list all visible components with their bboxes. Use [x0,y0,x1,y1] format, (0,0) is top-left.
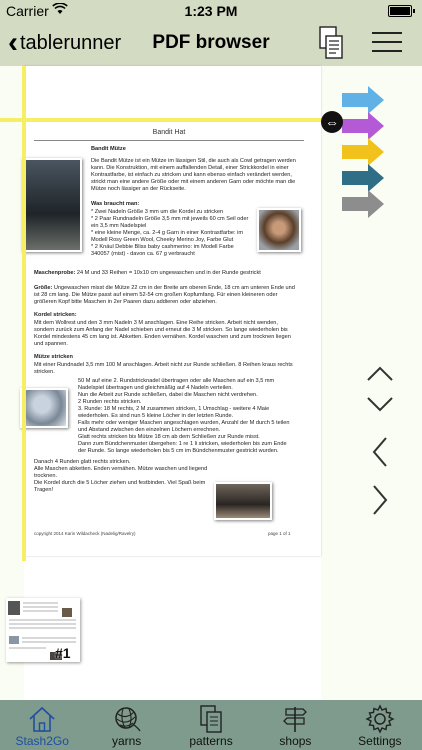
tab-stash2go[interactable] [0,700,84,750]
chevron-left-icon: ‹ [8,26,18,59]
pdf-footer-copyright: copyright 2014 Karin Wildacheck (Nadelig/Ravelry) [34,531,136,536]
pdf-hat-title: Mütze stricken [34,354,73,360]
tab-label: Settings [358,734,402,748]
back-label: tablerunner [20,31,122,54]
pdf-steps: 50 M auf eine 2. Rundstricknadel übertragen oder alle Maschen auf ein 3,5 mm Nadelspiel übertragen und gleichmäßig auf 4 Nadeln verteilen. Nun die Arbeit zur Runde schließen, dabei die Maschen nicht verdrehen. 2 Runden rechts stricken. 3. Runde: 18 M rechts, 2 M zusammen stricken, 1 Umschlag - weitere 4 Maie wiederholen. Es sind nun 5 kleine Löcher in der letzten Runde. Falls mehr oder weniger Maschen angeschlagen wurden, Anzahl der M durch 5 teilen und Abstand zwischen den einzelnen Löchern errechnen. Glatt rechts stricken bis Mütze 18 cm ab dem Schließen zur Runde misst. Dann zum Bündchenmuster übergehen: 1 re 1 li stricken, wiederholen bis zum Ende der Runde. So lange wiederholen bis 5 cm im Bündchenmuster gestrickt wurden. [78,378,290,454]
tab-shops[interactable] [253,700,337,750]
pdf-header: Bandit Hat [152,129,186,136]
photo-hat-model-3 [214,482,272,520]
yarn-ball-icon [112,704,142,734]
documents-icon [318,26,344,60]
patterns-icon [196,704,226,734]
thumbnail-page-number: #1 [55,645,71,661]
drag-handle-icon[interactable]: ⇔ [321,111,343,133]
tab-label: shops [279,734,312,748]
pdf-cord: Mit dem Wollrest und den 3 mm Nadeln 3 M anschlagen. Eine Reihe stricken. Arbeit nicht wenden, sondern zurück zum Anfang der Nadel schieben und erneut die 3 M stricken. So lange wiederholen bis Kordel mindestens 45 cm lang ist. Abketten. Enden vernähen. Kordel waschen und zum trocknen liegen und spannen. [34,320,291,347]
pdf-intro: Die Bandit Mütze ist ein Mütze im lässigen Stil, die auch als Cowl getragen werden kann. Die Konstruktion, mit einem auffallenden Detail, einer Strickkordel in einer Kontrastfarbe, ist einfach zu stricken und kann ebenso einfach verändert werden, strickt man eine andere Größe oder mit einem anderen Garn oder möchte man die Mütze noch lässiger an der Rückseite. [91,158,296,192]
navigation-bar [0,22,422,66]
horizontal-guide-line[interactable] [0,118,322,122]
chevron-down-icon[interactable] [360,384,400,424]
documents-button[interactable] [318,26,344,60]
teal-arrow-icon[interactable] [342,164,384,192]
pdf-materials: * Zwei Nadeln Größe 3 mm um die Kordel zu stricken * 2 Paar Rundnadeln Größe 3,5 mm mit jeweils 60 cm Seil oder ein 3,5 mm Nadelspiel * eine kleine Menge, ca. 2-4 g Garn in einer Kontrastfarbe: im Modell Rosy Green Wool, Cheeky Merino Joy, Farbe Glut * 2 Knäul Debbie Bliss baby cashmerino: im Modell Farbe 340057 (mist) - davon ca. 67 g verbraucht [91,209,249,257]
chevron-left-icon[interactable] [360,432,400,472]
gear-icon [365,704,395,734]
chevron-right-icon[interactable] [360,480,400,520]
tab-bar [0,700,422,750]
tab-label: patterns [189,734,233,748]
pdf-size: Größe: Ungewaschen misst die Mütze 22 cm in der Breite am oberen Ende, 18 cm am unteren Ende und ist 28 cm lang. Die Mütze passt auf einem 52-54 cm großen Kopfumfang. Für einen kleineren oder größeren Kopf bitte Maschen in 2er Paaren dazu addieren oder abziehen. [34,285,295,305]
page-title: PDF browser [152,32,270,53]
vertical-guide-line[interactable] [22,66,26,561]
tab-yarns[interactable] [84,700,168,750]
hamburger-menu-button[interactable] [372,32,402,54]
gray-arrow-icon[interactable] [342,190,384,218]
tab-settings[interactable] [338,700,422,750]
tab-label: yarns [111,734,142,748]
pdf-gauge: Maschenprobe: 24 M und 33 Reihen = 10x10 cm ungewaschen und in der Runde gestrickt [34,270,261,276]
pdf-heading: Bandit Mütze [91,146,126,152]
tab-patterns[interactable] [169,700,253,750]
pdf-cord-title: Kordel stricken: [34,312,77,318]
clock: 1:23 PM [184,3,238,19]
blue-arrow-icon[interactable] [342,86,384,114]
yellow-arrow-icon[interactable] [342,138,384,166]
pdf-finish: Danach 4 Runden glatt rechts stricken. Alle Maschen abketten. Enden vernähen. Mütze waschen und liegend trocknen. Die Kordel durch die 5 Löcher ziehen und festbinden. Viel Spaß beim Tragen! [34,459,208,493]
carrier-label: Carrier [6,3,49,19]
purple-arrow-icon[interactable] [342,112,384,140]
tab-label: Stash2Go [15,734,69,748]
pdf-hat: Mit einer Rundnadel 3,5 mm 100 M anschlagen. Arbeit nicht zur Runde schließen. 8 Reihen kraus rechts stricken. [34,362,293,375]
back-button[interactable] [8,28,121,58]
pdf-footer-page: page 1 of 1 [268,531,291,536]
signpost-icon [280,704,310,734]
photo-hat-closeup [20,388,68,428]
photo-hat-model-1 [22,158,82,252]
photo-hat-model-2 [257,208,301,252]
pdf-materials-title: Was braucht man: [91,201,140,207]
status-bar [0,0,422,22]
battery-icon [388,5,412,17]
house-icon [27,704,57,734]
